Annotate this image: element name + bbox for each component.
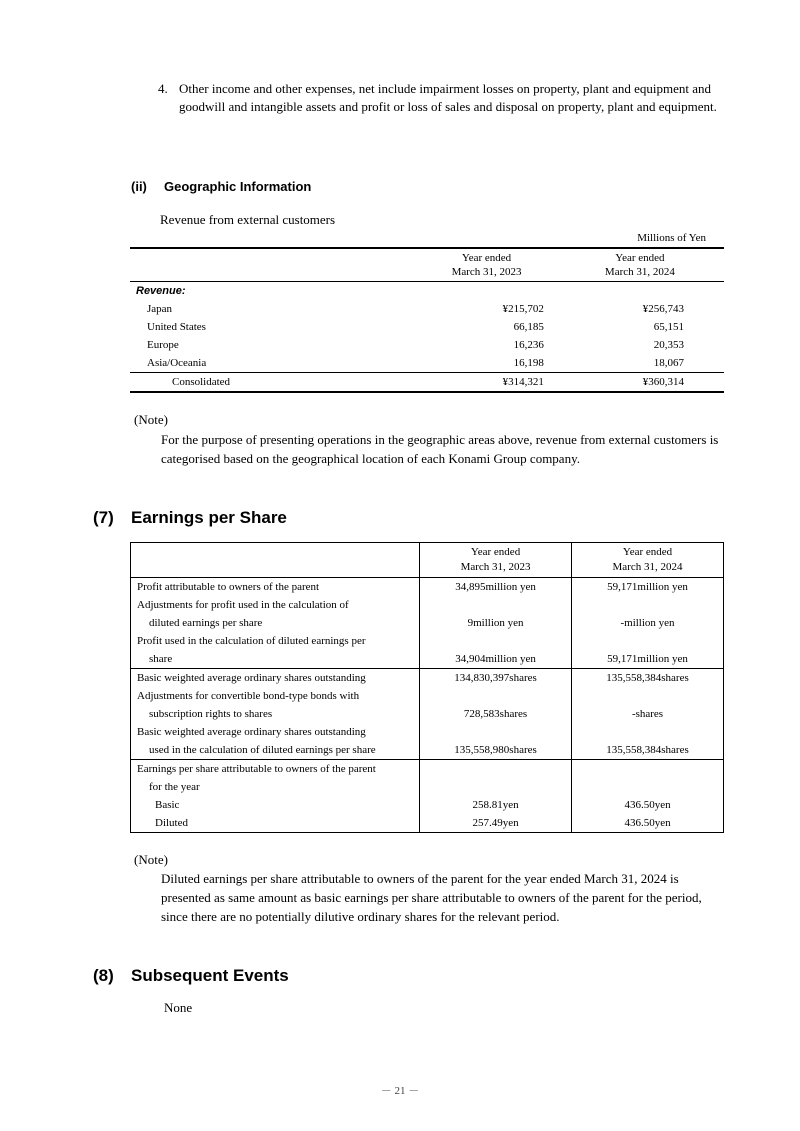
subsequent-events-body: None [164, 1000, 193, 1015]
value-2024: 20,353 [653, 339, 684, 351]
section-number: (ii) [131, 179, 147, 194]
value-2024: 59,171million yen [572, 578, 724, 597]
total-2024: ¥360,314 [556, 373, 724, 393]
value-2024: 65,151 [653, 321, 684, 333]
eps-note-heading: (Note) [134, 852, 168, 867]
section-number: (7) [93, 508, 114, 527]
value-2024: 135,558,384shares [572, 741, 724, 760]
value-2024: 436.50yen [572, 796, 724, 814]
table-row [130, 336, 724, 354]
table-row [131, 650, 724, 669]
note-item-4 [158, 80, 738, 116]
table-row [130, 354, 724, 373]
table-row [131, 741, 724, 760]
total-label: Consolidated [130, 373, 417, 393]
value-2023: 34,895million yen [420, 578, 572, 597]
column-header-2024: Year ended March 31, 2024 [572, 543, 724, 578]
value-2024: 18,067 [653, 357, 684, 369]
section-title: Earnings per Share [131, 508, 287, 527]
table-row [131, 687, 724, 705]
total-row [130, 373, 724, 393]
row-label: used in the calculation of diluted earnings per share [131, 741, 420, 760]
page-number: － 21 － [380, 1085, 420, 1097]
revenue-table-subtitle: Revenue from external customers [160, 212, 336, 227]
row-label: Adjustments for convertible bond-type bonds with [131, 687, 420, 705]
table-row [130, 318, 724, 336]
value-2023: 134,830,397shares [420, 669, 572, 688]
row-label: diluted earnings per share [131, 614, 420, 632]
row-label: Basic weighted average ordinary shares outstanding [131, 669, 420, 688]
total-2023: ¥314,321 [417, 373, 556, 393]
section-title: Subsequent Events [131, 966, 289, 985]
table-header-row [131, 543, 724, 578]
row-label: Japan [147, 303, 173, 315]
value-2024: -million yen [572, 614, 724, 632]
value-2023: 9million yen [420, 614, 572, 632]
geographic-info-heading [131, 179, 311, 194]
value-2024: 436.50yen [572, 814, 724, 833]
row-label: Asia/Oceania [147, 357, 207, 369]
column-header-2023: Year ended March 31, 2023 [417, 248, 556, 282]
value-2023: 257.49yen [420, 814, 572, 833]
value-2024: -shares [572, 705, 724, 723]
table-row [131, 796, 724, 814]
note-text: Other income and other expenses, net include impairment losses on property, plant and equipment and goodwill and intangible assets and profit or loss of sales and disposal on property, plant and equipment. [179, 81, 717, 114]
table-row [130, 282, 724, 301]
table-row [131, 760, 724, 779]
table-row [131, 705, 724, 723]
geo-note-text: For the purpose of presenting operations in the geographic areas above, revenue from external customers is categorised based on the geographical location of each Konami Group company. [161, 432, 719, 466]
geo-note-heading: (Note) [134, 412, 168, 427]
value-2023: 728,583shares [420, 705, 572, 723]
row-label: for the year [131, 778, 420, 796]
revenue-label: Revenue: [136, 285, 186, 297]
row-label: Profit used in the calculation of diluted earnings per [131, 632, 420, 650]
value-2023: 16,236 [513, 339, 544, 351]
table-row [131, 814, 724, 833]
note-number: 4. [158, 81, 168, 96]
eps-note-text: Diluted earnings per share attributable to owners of the parent for the year ended March 31, 2024 is presented as same amount as basic earnings per share attributable to owners of the parent for the period, since there are no potentially dilutive ordinary shares for the relevant period. [161, 871, 702, 924]
value-2023: 66,185 [513, 321, 544, 333]
table-row [131, 578, 724, 597]
row-label: Basic [131, 796, 420, 814]
value-2024: 135,558,384shares [572, 669, 724, 688]
value-2023: 34,904million yen [420, 650, 572, 669]
row-label: Diluted [131, 814, 420, 833]
section-number: (8) [93, 966, 114, 985]
table-row [130, 300, 724, 318]
section-title: Geographic Information [164, 179, 312, 194]
table-row [131, 669, 724, 688]
row-label: Profit attributable to owners of the parent [131, 578, 420, 597]
value-2023: 258.81yen [420, 796, 572, 814]
value-2023: 135,558,980shares [420, 741, 572, 760]
column-header-2023: Year ended March 31, 2023 [420, 543, 572, 578]
eps-section-heading [93, 508, 287, 528]
value-2023: 16,198 [513, 357, 544, 369]
table-row [131, 632, 724, 650]
earnings-per-share-table [130, 542, 724, 833]
subsequent-events-heading [93, 966, 289, 986]
row-label: Basic weighted average ordinary shares outstanding [131, 723, 420, 741]
table-row [131, 778, 724, 796]
table-row [131, 596, 724, 614]
table-row [131, 723, 724, 741]
value-2023: ¥215,702 [502, 303, 544, 315]
units-label: Millions of Yen [637, 232, 706, 244]
row-label: subscription rights to shares [131, 705, 420, 723]
row-label: Adjustments for profit used in the calculation of [131, 596, 420, 614]
row-label: Earnings per share attributable to owners of the parent [131, 760, 420, 779]
value-2024: ¥256,743 [642, 303, 684, 315]
row-label: United States [147, 321, 206, 333]
column-header-2024: Year ended March 31, 2024 [556, 248, 724, 282]
table-header-row [130, 248, 724, 282]
table-row [131, 614, 724, 632]
value-2024: 59,171million yen [572, 650, 724, 669]
row-label: share [131, 650, 420, 669]
row-label: Europe [147, 339, 179, 351]
geographic-revenue-table [130, 247, 724, 393]
